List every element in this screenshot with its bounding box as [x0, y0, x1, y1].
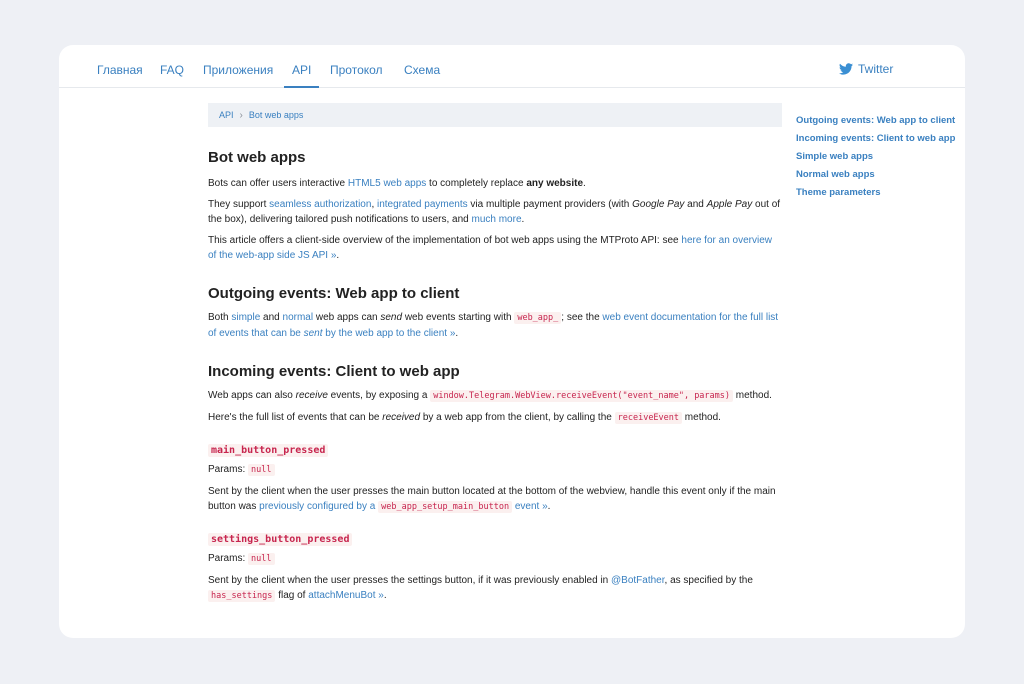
nav-item-apps[interactable]: Приложения: [203, 63, 274, 77]
twitter-bird-icon: [839, 63, 853, 75]
toc-item-normal-web-apps[interactable]: Normal web apps: [796, 169, 875, 180]
event-heading-settings-button-pressed: settings_button_pressed: [208, 534, 782, 545]
page-card: [59, 45, 965, 638]
event-heading-main-button-pressed: main_button_pressed: [208, 445, 782, 456]
event-description: Sent by the client when the user presses the main button located at the bottom of the webview, handle this event only if the main button was previously configured by a web_app_setup_main_button event ».: [208, 486, 776, 512]
article-content: [208, 141, 782, 610]
twitter-label: Twitter: [858, 62, 894, 76]
web-app-prefix-code: web_app_: [514, 312, 561, 324]
table-of-contents: [796, 112, 956, 202]
twitter-link[interactable]: [839, 62, 893, 76]
breadcrumb-current[interactable]: Bot web apps: [248, 110, 304, 120]
js-api-overview-link[interactable]: here for an overview of the web-app side JS API »: [208, 235, 772, 261]
chevron-right-icon: ›: [239, 109, 243, 121]
nav-item-protocol[interactable]: Протокол: [330, 63, 383, 77]
simple-link[interactable]: simple: [231, 312, 261, 323]
page-title: Bot web apps: [208, 149, 306, 166]
top-navigation: [59, 45, 965, 88]
breadcrumb-api[interactable]: API: [219, 110, 234, 120]
breadcrumb: [208, 103, 782, 127]
receive-event-code: receiveEvent: [615, 412, 682, 424]
intro-paragraph-3: This article offers a client-side overview of the implementation of bot web apps using the MTProto API: see here for an overview of the web-app side JS API ».: [208, 235, 772, 261]
incoming-events-heading: Incoming events: Client to web app: [208, 363, 460, 380]
web-event-documentation-link[interactable]: web event documentation for the full list of events that can be sent by the web app to the client »: [208, 312, 779, 339]
has-settings-code: has_settings: [208, 590, 275, 602]
outgoing-events-heading: Outgoing events: Web app to client: [208, 285, 460, 302]
seamless-authorization-link[interactable]: seamless authorization: [269, 199, 372, 210]
nav-item-api[interactable]: API: [284, 63, 319, 88]
intro-paragraph-1: Bots can offer users interactive HTML5 web apps to completely replace any website.: [208, 178, 586, 189]
much-more-link[interactable]: much more: [471, 214, 522, 225]
event-params: Params: null: [208, 551, 782, 567]
intro-paragraph-2: They support seamless authorization, integrated payments via multiple payment providers (with Google Pay and Apple Pay out of the box), delivering tailored push notifications to users, and much more.: [208, 199, 781, 225]
event-params: Params: null: [208, 462, 782, 478]
receive-event-signature-code: window.Telegram.WebView.receiveEvent("event_name", params): [430, 390, 733, 402]
nav-item-schema[interactable]: Схема: [404, 63, 441, 77]
toc-item-theme-parameters[interactable]: Theme parameters: [796, 187, 881, 198]
toc-item-incoming-events[interactable]: Incoming events: Client to web app: [796, 133, 956, 144]
toc-item-simple-web-apps[interactable]: Simple web apps: [796, 151, 874, 162]
attach-menu-bot-link[interactable]: attachMenuBot »: [308, 590, 384, 601]
integrated-payments-link[interactable]: integrated payments: [377, 199, 468, 210]
html5-web-apps-link[interactable]: HTML5 web apps: [347, 178, 427, 189]
normal-link[interactable]: normal: [282, 312, 314, 323]
toc-item-outgoing-events[interactable]: Outgoing events: Web app to client: [796, 115, 956, 126]
incoming-paragraph-2: Here's the full list of events that can be received by a web app from the client, by calling the receiveEvent method.: [208, 412, 721, 423]
setup-main-button-link[interactable]: previously configured by a web_app_setup_main_button event »: [259, 501, 548, 512]
nav-item-home[interactable]: Главная: [97, 63, 143, 77]
outgoing-paragraph: Both simple and normal web apps can send web events starting with web_app_ ; see the web event documentation for the full list of events that can be sent by the web app to the client ».: [208, 312, 779, 339]
nav-item-faq[interactable]: FAQ: [160, 63, 185, 77]
event-description: Sent by the client when the user presses the settings button, if it was previously enabled in @BotFather, as specified by the has_settings flag of attachMenuBot ».: [208, 575, 753, 601]
botfather-link[interactable]: @BotFather: [611, 575, 665, 586]
incoming-paragraph-1: Web apps can also receive events, by exposing a window.Telegram.WebView.receiveEvent("event_name", params) method.: [208, 390, 772, 401]
